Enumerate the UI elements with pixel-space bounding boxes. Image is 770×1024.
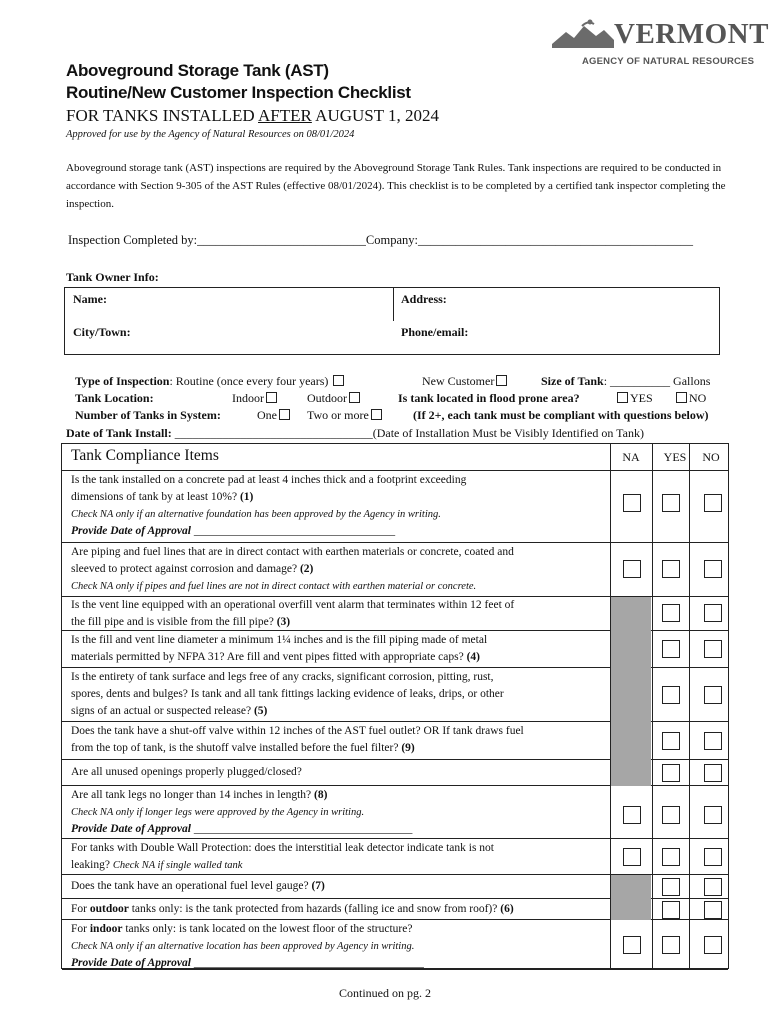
mountain-logo-icon xyxy=(552,18,614,48)
multi-tank-note: (If 2+, each tank must be compliant with questions below) xyxy=(413,408,709,422)
outdoor-checkbox[interactable] xyxy=(349,392,360,403)
compliance-header xyxy=(62,444,728,471)
row11-no-checkbox[interactable] xyxy=(704,901,722,919)
row5-no-checkbox[interactable] xyxy=(704,686,722,704)
row9-na-checkbox[interactable] xyxy=(623,848,641,866)
date-of-install[interactable]: Date of Tank Install: _________________________________(Date of Installation Must be Visibly Identified on Tank) xyxy=(66,426,644,440)
compliance-row-4: Is the fill and vent line diameter a minimum 1¼ inches and is the fill piping made of metal materials permitted by NFPA 31? Are fill and vent pipes fitted with appropriate caps? (4) xyxy=(62,631,728,668)
compliance-row-6: Does the tank have a shut-off valve within 12 inches of the AST fuel outlet? OR If tank draws fuel from the top of tank, is the shutoff valve installed before the fuel filter? (9) xyxy=(62,722,728,760)
size-of-tank[interactable]: Size of Tank: __________ Gallons xyxy=(541,374,711,388)
new-customer-checkbox[interactable] xyxy=(496,375,507,386)
row12-no-checkbox[interactable] xyxy=(704,936,722,954)
one-tank-option: One xyxy=(257,408,292,423)
logo-text: VERMONT xyxy=(614,18,769,50)
agency-name: AGENCY OF NATURAL RESOURCES xyxy=(582,56,755,67)
compliance-row-2: Are piping and fuel lines that are in direct contact with earthen materials or concrete, coated and sleeved to protect against corrosion and damage? (2) Check NA only if pipes and fuel lines are not in direct contact with earthen material or concrete. xyxy=(62,543,728,597)
na-disabled-cell xyxy=(611,760,651,786)
na-disabled-cell xyxy=(611,899,651,920)
new-customer-option: New Customer xyxy=(422,374,509,389)
row7-no-checkbox[interactable] xyxy=(704,764,722,782)
row4-yes-checkbox[interactable] xyxy=(662,640,680,658)
outdoor-option: Outdoor xyxy=(307,391,362,406)
number-of-tanks-label: Number of Tanks in System: xyxy=(75,408,221,422)
one-tank-checkbox[interactable] xyxy=(279,409,290,420)
owner-address-field[interactable]: Address: xyxy=(401,292,447,306)
flood-no-checkbox[interactable] xyxy=(676,392,687,403)
row8-no-checkbox[interactable] xyxy=(704,806,722,824)
compliance-row-11: For outdoor tanks only: is the tank protected from hazards (falling ice and snow from roof)? (6) xyxy=(62,899,728,920)
col-no: NO xyxy=(702,450,720,464)
owner-phone-field[interactable]: Phone/email: xyxy=(401,325,469,339)
row8-na-checkbox[interactable] xyxy=(623,806,641,824)
compliance-row-10: Does the tank have an operational fuel level gauge? (7) xyxy=(62,875,728,899)
na-disabled-cell xyxy=(611,597,651,631)
row12-yes-checkbox[interactable] xyxy=(662,936,680,954)
compliance-row-5: Is the entirety of tank surface and legs free of any cracks, significant corrosion, pitting, rust, spores, dents and bulges? Is tank and all tank fittings lacking evidence of leaks, drips, or other signs of an actual or suspected release? (5) xyxy=(62,668,728,722)
na-disabled-cell xyxy=(611,668,651,722)
row10-yes-checkbox[interactable] xyxy=(662,878,680,896)
na-disabled-cell xyxy=(611,722,651,760)
tank-location-label: Tank Location: xyxy=(75,391,154,405)
row5-yes-checkbox[interactable] xyxy=(662,686,680,704)
flood-yes-option: YES xyxy=(615,391,653,406)
row8-yes-checkbox[interactable] xyxy=(662,806,680,824)
owner-city-field[interactable]: City/Town: xyxy=(73,325,131,339)
flood-no-option: NO xyxy=(674,391,706,406)
title-line-1: Aboveground Storage Tank (AST) xyxy=(66,61,329,80)
type-of-inspection: Type of Inspection: Routine (once every four years) xyxy=(75,374,346,389)
row6-no-checkbox[interactable] xyxy=(704,732,722,750)
title-line-3: FOR TANKS INSTALLED AFTER AUGUST 1, 2024 xyxy=(66,106,440,125)
row9-yes-checkbox[interactable] xyxy=(662,848,680,866)
row11-yes-checkbox[interactable] xyxy=(662,901,680,919)
inspection-completed-line[interactable]: Inspection Completed by:___________________________Company:____________________________________________ xyxy=(68,233,693,247)
row6-yes-checkbox[interactable] xyxy=(662,732,680,750)
indoor-checkbox[interactable] xyxy=(266,392,277,403)
compliance-row-1: Is the tank installed on a concrete pad at least 4 inches thick and a footprint exceeding dimensions of tank by at least 10%? (1) Check NA only if an alternative foundation has been approved by the Agency in writing. Provide Date of Approval ___________________________________ xyxy=(62,471,728,543)
row3-yes-checkbox[interactable] xyxy=(662,604,680,622)
compliance-title: Tank Compliance Items xyxy=(71,447,219,464)
row9-no-checkbox[interactable] xyxy=(704,848,722,866)
row10-no-checkbox[interactable] xyxy=(704,878,722,896)
flood-prone-label: Is tank located in flood prone area? xyxy=(398,391,580,405)
row2-na-checkbox[interactable] xyxy=(623,560,641,578)
row12-na-checkbox[interactable] xyxy=(623,936,641,954)
compliance-row-8: Are all tank legs no longer than 14 inches in length? (8) Check NA only if longer legs were approved by the Agency in writing. Provide Date of Approval ______________________________________ xyxy=(62,786,728,839)
row7-yes-checkbox[interactable] xyxy=(662,764,680,782)
title-line-2: Routine/New Customer Inspection Checklist xyxy=(66,83,411,102)
row1-yes-checkbox[interactable] xyxy=(662,494,680,512)
row4-no-checkbox[interactable] xyxy=(704,640,722,658)
compliance-row-9: For tanks with Double Wall Protection: does the interstitial leak detector indicate tank is not leaking? Check NA if single walled tank xyxy=(62,839,728,875)
flood-yes-checkbox[interactable] xyxy=(617,392,628,403)
col-yes: YES xyxy=(663,450,687,464)
row2-no-checkbox[interactable] xyxy=(704,560,722,578)
two-or-more-checkbox[interactable] xyxy=(371,409,382,420)
na-disabled-cell xyxy=(611,631,651,668)
row1-no-checkbox[interactable] xyxy=(704,494,722,512)
owner-info-table xyxy=(64,287,720,355)
indoor-option: Indoor xyxy=(232,391,279,406)
two-or-more-option: Two or more xyxy=(307,408,384,423)
na-disabled-cell xyxy=(611,875,651,899)
owner-name-field[interactable]: Name: xyxy=(73,292,107,306)
col-na: NA xyxy=(622,450,640,464)
owner-info-label: Tank Owner Info: xyxy=(66,270,159,284)
compliance-row-3: Is the vent line equipped with an operational overfill vent alarm that terminates within 12 feet of the fill pipe and is visible from the fill pipe? (3) xyxy=(62,597,728,631)
row3-no-checkbox[interactable] xyxy=(704,604,722,622)
page-footer: Continued on pg. 2 xyxy=(339,986,431,1000)
intro-paragraph: Aboveground storage tank (AST) inspections are required by the Aboveground Storage Tank Rules. Tank inspections are required to be conducted in accordance with Section 9-305 of the AST Rules (effective 08/01/2024). This checklist is to be completed by a certified tank inspector completing the inspection. xyxy=(66,162,726,210)
row2-yes-checkbox[interactable] xyxy=(662,560,680,578)
compliance-table xyxy=(61,443,729,969)
compliance-row-7: Are all unused openings properly plugged/closed? xyxy=(62,760,728,786)
row1-na-checkbox[interactable] xyxy=(623,494,641,512)
approval-note: Approved for use by the Agency of Natural Resources on 08/01/2024 xyxy=(66,129,355,140)
compliance-row-12: For indoor tanks only: is tank located on the lowest floor of the structure? Check NA only if an alternative location has been approved by Agency in writing. Provide Date of Approval ________________________________________ xyxy=(62,920,728,970)
routine-checkbox[interactable] xyxy=(333,375,344,386)
